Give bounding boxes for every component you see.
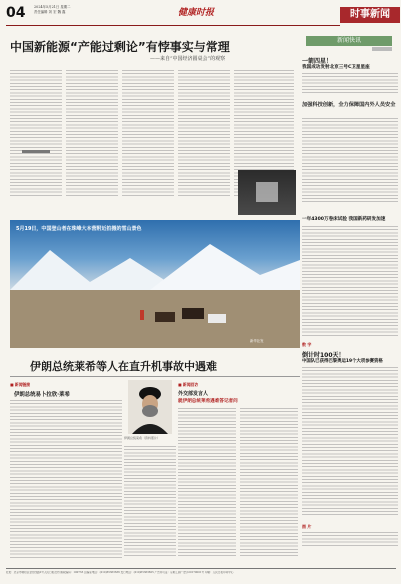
- snow-peak-left: [10, 250, 180, 290]
- item1-subtitle: 我国成功发射北京三号C卫星星座: [302, 65, 370, 70]
- lead-body-col-2: [66, 70, 118, 198]
- photo-caption-overlay: 5月19日，中国登山者在珠峰大本营附近拍摄的雪山景色: [16, 226, 142, 232]
- section-tab: 时事新闻: [340, 7, 400, 23]
- yak-2: [182, 308, 204, 319]
- lower-right-kicker: ■ 新闻回访: [178, 382, 199, 387]
- yak-1: [155, 312, 175, 322]
- news-brief-box: [302, 34, 397, 54]
- lower-right-subtitle: 就伊朗总统莱希遇难答记者问: [178, 399, 238, 404]
- lower-left-title: 伊朗总统易卜拉欣·莱希: [14, 392, 70, 398]
- lower-right-body-1: [178, 408, 236, 558]
- news-brief-title: 新闻快讯: [306, 36, 392, 46]
- lead-photo: [10, 220, 300, 348]
- portrait-figure: [128, 380, 172, 434]
- item3-body: [302, 226, 398, 336]
- page-number: 04: [6, 5, 26, 21]
- inset-photo-highlight: [256, 182, 278, 202]
- climber: [140, 310, 144, 320]
- item4-body: [302, 367, 398, 517]
- item3-title: 一年4300万卷床试验 我国新药研发加速: [302, 217, 386, 222]
- mountain-scene: [10, 220, 300, 348]
- snow-peak-right: [150, 244, 300, 290]
- lower-left-kicker: ■ 新闻链接: [10, 382, 31, 387]
- robe: [132, 424, 168, 434]
- news-brief-note: [372, 47, 392, 51]
- lower-right-title: 外交部发言人: [178, 391, 209, 397]
- item5-body: [302, 532, 398, 546]
- footer-rule: [6, 568, 396, 569]
- item1-title: 一箭四星！: [302, 58, 333, 65]
- lower-rule: [10, 376, 300, 377]
- newspaper-logo: 健康时报: [178, 8, 215, 18]
- beard: [142, 405, 158, 417]
- yak-3: [208, 314, 226, 323]
- masthead: [0, 0, 401, 34]
- date-line: 2024年5月21日 星期二: [34, 5, 71, 9]
- item2-title: 加强科技创新，全力保障国内外人员安全: [302, 102, 396, 108]
- lead-subhead: ——来自“中国经济圆桌会”的观察: [150, 56, 226, 62]
- item4-title: 倒计时100天！: [302, 352, 345, 359]
- lead-body-col-3: [122, 70, 174, 198]
- photo-credit: 新华社发: [250, 339, 264, 343]
- lower-left-body: [10, 400, 122, 558]
- portrait-photo: [128, 380, 172, 434]
- lead-body-col-4: [178, 70, 230, 198]
- item4-subtitle: 中国队已获得巴黎奥运19个大项参赛资格: [302, 359, 383, 364]
- editor-line: 责任编辑 刘 宏 魏 鑫: [34, 10, 66, 14]
- item5-kicker: 图 片: [302, 524, 312, 529]
- lower-middle-body: [124, 446, 176, 558]
- item1-body: [302, 73, 398, 95]
- item2-body: [302, 118, 398, 204]
- lead-body-col-1: [10, 70, 62, 198]
- lead-inset-photo: [238, 170, 296, 215]
- lower-right-body-2: [240, 408, 298, 558]
- lower-headline: 伊朗总统莱希等人在直升机事故中遇难: [30, 360, 217, 373]
- portrait-caption: 伊朗总统莱希（资料照片）: [124, 436, 161, 440]
- subheading-marker: [22, 150, 50, 153]
- footer-text: 社址：北京市朝阳区金台西路2号人民日报社内 邮政编码：100733 总编室电话：(010)65363636 发行电话：(010)65363605 广告许可证：京朝工商广登字20170001号 印刷：人民日报印务中心: [6, 571, 234, 574]
- header-rule: [6, 25, 340, 26]
- lead-headline: 中国新能源“产能过剩论”有悖事实与常理: [10, 40, 230, 54]
- right-column: [302, 56, 398, 546]
- item4-kicker: 数 字: [302, 342, 312, 347]
